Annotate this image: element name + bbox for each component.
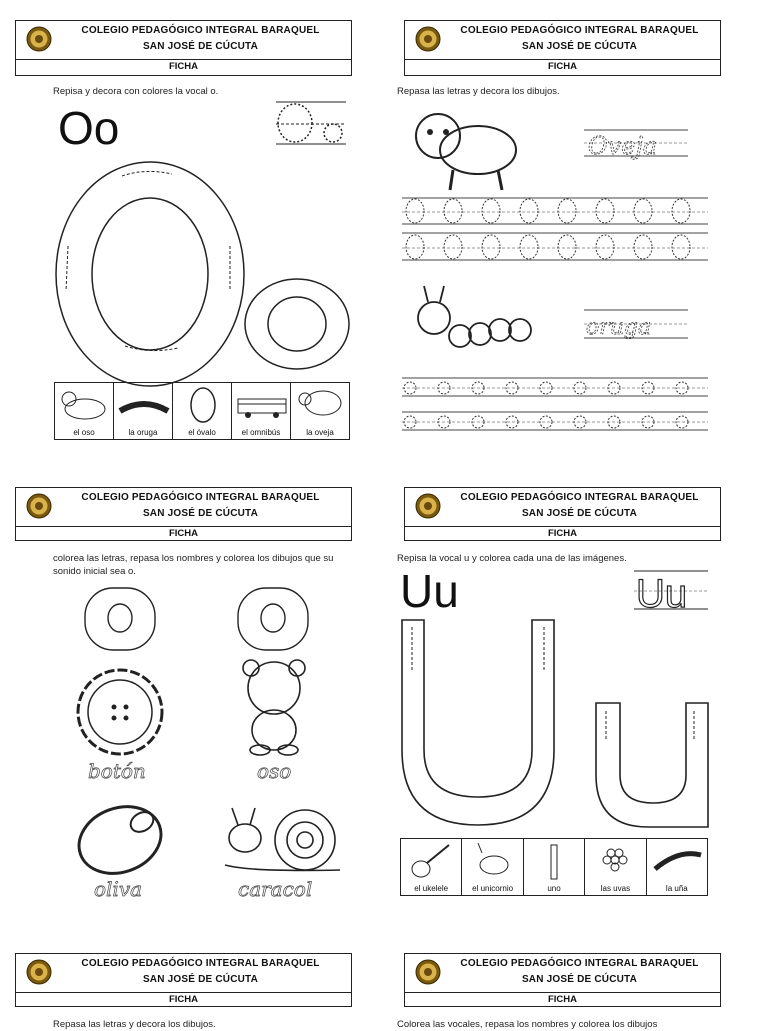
bubble-letter-o-left xyxy=(85,588,155,650)
school-name: COLEGIO PEDAGÓGICO INTEGRAL BARAQUEL xyxy=(81,492,320,503)
strip-cell xyxy=(524,839,585,895)
strip-cell xyxy=(55,383,114,439)
ficha-label: FICHA xyxy=(547,994,578,1005)
big-u-outline xyxy=(402,620,554,825)
sheep-icon xyxy=(293,385,349,423)
strip-cell xyxy=(585,839,646,895)
oval-icon xyxy=(175,385,231,425)
header-sheet-5 xyxy=(15,953,352,1007)
ficha-label: FICHA xyxy=(547,61,578,72)
instruction-sheet-1: Repisa y decora con colores la vocal o. xyxy=(53,86,219,97)
word-oso: oso xyxy=(257,759,292,783)
header-sheet-6 xyxy=(404,953,721,1007)
ficha-label: FICHA xyxy=(168,994,199,1005)
strip-label: uno xyxy=(547,884,561,893)
strip-label: la oveja xyxy=(306,428,334,437)
instruction-sheet-3: colorea las letras, repasa los nombres y colorea los dibujos que su sonido inicial sea o. xyxy=(53,553,334,577)
strip-label: las uvas xyxy=(600,884,631,893)
instruction-sheet-5: Repasa las letras y decora los dibujos. xyxy=(53,1019,216,1030)
button-drawing xyxy=(78,670,162,754)
snail-drawing xyxy=(225,808,340,870)
strip-cell xyxy=(401,839,462,895)
word-caracol: caracol xyxy=(238,877,313,901)
school-name: COLEGIO PEDAGÓGICO INTEGRAL BARAQUEL xyxy=(81,25,320,36)
tracing-rows-o-lower xyxy=(402,378,708,430)
big-letters-uu: Uu xyxy=(400,565,459,617)
instruction-sheet-4: Repisa la vocal u y colorea cada una de las imágenes. xyxy=(397,553,627,564)
instruction-sheet-6: Colorea las vocales, repasa los nombres y colorea los dibujos xyxy=(397,1019,658,1030)
strip-cell xyxy=(647,839,707,895)
strip-cell xyxy=(114,383,173,439)
header-title-box xyxy=(405,21,720,60)
unicorn-icon xyxy=(464,841,522,881)
caterpillar-drawing xyxy=(418,286,531,347)
ficha-label: FICHA xyxy=(168,61,199,72)
strip-label: la oruga xyxy=(128,428,158,437)
small-u-outline xyxy=(596,703,708,827)
number-one-icon xyxy=(526,841,584,881)
header-title-box xyxy=(405,954,720,993)
school-name: COLEGIO PEDAGÓGICO INTEGRAL BARAQUEL xyxy=(460,958,699,969)
grapes-icon xyxy=(587,841,645,881)
header-title-box xyxy=(16,21,351,60)
school-crest-icon xyxy=(415,26,441,52)
tracing-model-box-u xyxy=(634,571,708,616)
bear-drawing xyxy=(243,660,305,755)
strip-label: el oso xyxy=(73,428,95,437)
strip-cell xyxy=(173,383,232,439)
svg-text:Uu: Uu xyxy=(636,572,688,616)
word-guide-oveja xyxy=(584,130,688,160)
school-crest-icon xyxy=(26,959,52,985)
ukulele-icon xyxy=(403,841,461,881)
school-crest-icon xyxy=(26,26,52,52)
big-o-outline xyxy=(56,162,244,386)
sheep-drawing xyxy=(416,114,516,190)
strip-label: el óvalo xyxy=(188,428,216,437)
header-title-box xyxy=(405,488,720,527)
header-sheet-4 xyxy=(404,487,721,541)
big-letters-oo: Oo xyxy=(58,102,120,154)
worksheet-oveja-oruga xyxy=(398,98,714,438)
worksheet-initial-o xyxy=(50,580,360,902)
header-sheet-1 xyxy=(15,20,352,76)
school-crest-icon xyxy=(415,959,441,985)
header-sheet-2 xyxy=(404,20,721,76)
word-guide-oruga xyxy=(584,310,688,340)
school-name: COLEGIO PEDAGÓGICO INTEGRAL BARAQUEL xyxy=(460,25,699,36)
picture-strip-u xyxy=(400,838,708,896)
word-oveja: Oveja xyxy=(588,132,658,160)
strip-label: la uña xyxy=(665,884,688,893)
school-city: SAN JOSÉ DE CÚCUTA xyxy=(521,974,638,985)
tracing-rows-o-upper xyxy=(402,198,708,260)
school-city: SAN JOSÉ DE CÚCUTA xyxy=(142,508,259,519)
strip-label: el unicornio xyxy=(472,884,514,893)
word-oliva: oliva xyxy=(94,877,143,901)
school-crest-icon xyxy=(26,493,52,519)
strip-cell xyxy=(291,383,349,439)
picture-strip-o xyxy=(54,382,350,440)
strip-cell xyxy=(232,383,291,439)
school-city: SAN JOSÉ DE CÚCUTA xyxy=(521,508,638,519)
strip-label: el omnibús xyxy=(241,428,281,437)
word-boton: botón xyxy=(88,759,146,783)
fingernail-icon xyxy=(649,841,707,881)
caterpillar-icon xyxy=(116,385,172,423)
olive-drawing xyxy=(70,796,171,885)
bubble-letter-o-right xyxy=(238,588,308,650)
school-name: COLEGIO PEDAGÓGICO INTEGRAL BARAQUEL xyxy=(81,958,320,969)
bus-icon xyxy=(234,385,290,423)
bear-icon xyxy=(57,385,113,423)
school-name: COLEGIO PEDAGÓGICO INTEGRAL BARAQUEL xyxy=(460,492,699,503)
school-crest-icon xyxy=(415,493,441,519)
tracing-model-box xyxy=(276,102,346,144)
small-o-outline xyxy=(245,279,349,369)
header-title-box xyxy=(16,488,351,527)
word-oruga: oruga xyxy=(586,315,652,340)
instruction-sheet-2: Repasa las letras y decora los dibujos. xyxy=(397,86,560,97)
school-city: SAN JOSÉ DE CÚCUTA xyxy=(521,41,638,52)
worksheet-u-tracing xyxy=(398,565,714,830)
header-sheet-3 xyxy=(15,487,352,541)
strip-label: el ukelele xyxy=(414,884,449,893)
ficha-label: FICHA xyxy=(547,528,578,539)
header-title-box xyxy=(16,954,351,993)
strip-cell xyxy=(462,839,523,895)
school-city: SAN JOSÉ DE CÚCUTA xyxy=(142,41,259,52)
school-city: SAN JOSÉ DE CÚCUTA xyxy=(142,974,259,985)
ficha-label: FICHA xyxy=(168,528,199,539)
